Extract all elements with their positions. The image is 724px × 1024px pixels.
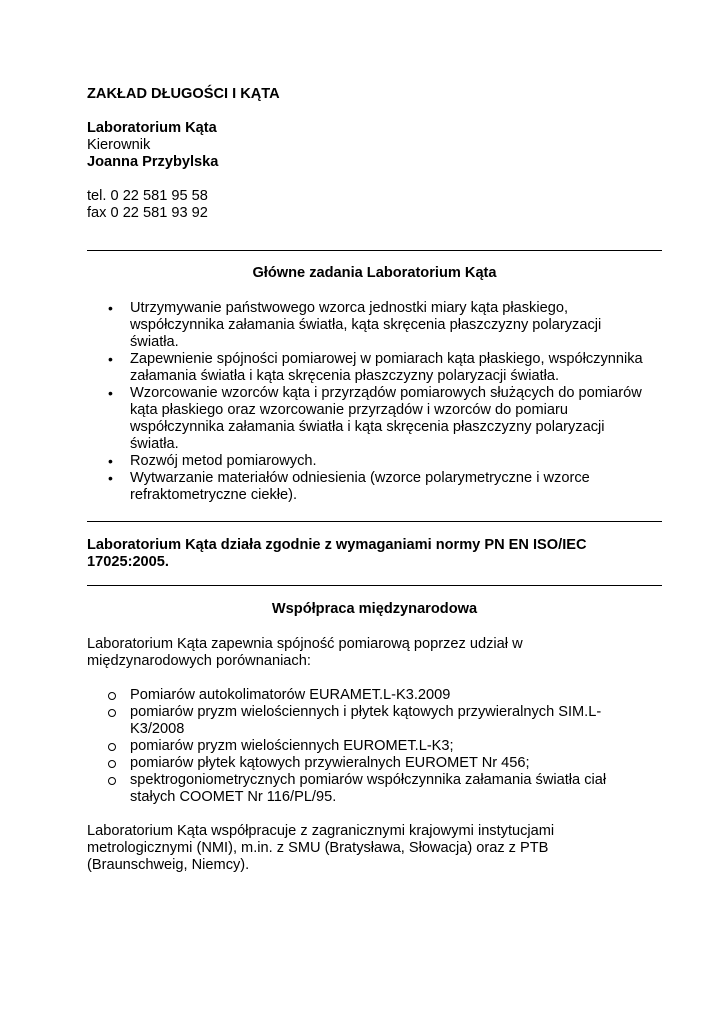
comparison-text: spektrogoniometrycznych pomiarów współczynnika załamania światła ciał stałych COOMET Nr 116/PL/95. <box>130 772 607 805</box>
list-item <box>108 470 650 504</box>
list-item <box>108 351 650 385</box>
bullet-icon: • <box>108 351 113 367</box>
list-item <box>130 687 650 704</box>
circle-bullet-icon <box>108 709 116 717</box>
comparisons-list <box>87 687 650 806</box>
task-text: Wzorcowanie wzorców kąta i przyrządów pomiarowych służących do pomiarów kąta płaskiego oraz wzorcowanie przyrządów i wzorców do pomiaru współczynnika załamania światła i kąta skręcenia płaszczyzny polaryzacji światła. <box>130 385 642 452</box>
list-item <box>108 453 650 470</box>
lab-name: Laboratorium Kąta <box>87 120 217 136</box>
list-item <box>130 704 650 738</box>
tasks-title: Główne zadania Laboratorium Kąta <box>252 265 497 281</box>
bullet-icon: • <box>108 300 113 316</box>
circle-bullet-icon <box>108 777 116 785</box>
accreditation-statement: Laboratorium Kąta działa zgodnie z wymaganiami normy PN EN ISO/IEC 17025:2005. <box>87 537 587 570</box>
comparison-text: pomiarów pryzm wielościennych i płytek kątowych przywieralnych SIM.L-K3/2008 <box>130 704 602 737</box>
manager-role: Kierownik <box>87 137 151 153</box>
phone-number: tel. 0 22 581 95 58 <box>87 188 208 204</box>
circle-bullet-icon <box>108 692 116 700</box>
list-item <box>130 755 650 772</box>
tasks-list <box>87 300 650 504</box>
list-item <box>130 772 650 806</box>
cooperation-intro: Laboratorium Kąta zapewnia spójność pomiarową poprzez udział w międzynarodowych porównaniach: <box>87 636 523 669</box>
comparison-text: pomiarów płytek kątowych przywieralnych EUROMET Nr 456; <box>130 755 530 771</box>
cooperation-closing: Laboratorium Kąta współpracuje z zagranicznymi krajowymi instytucjami metrologicznymi (NMI), m.in. z SMU (Bratysława, Słowacja) oraz z PTB (Braunschweig, Niemcy). <box>87 823 555 873</box>
bullet-icon: • <box>108 453 113 469</box>
list-item <box>108 300 650 351</box>
list-item <box>108 385 650 453</box>
manager-name: Joanna Przybylska <box>87 154 219 170</box>
fax-number: fax 0 22 581 93 92 <box>87 205 208 221</box>
comparison-text: pomiarów pryzm wielościennych EUROMET.L-K3; <box>130 738 454 754</box>
cooperation-title: Współpraca międzynarodowa <box>271 601 478 617</box>
circle-bullet-icon <box>108 743 116 751</box>
bullet-icon: • <box>108 385 113 401</box>
circle-bullet-icon <box>108 760 116 768</box>
task-text: Zapewnienie spójności pomiarowej w pomiarach kąta płaskiego, współczynnika załamania światła i kąta skręcenia płaszczyzny polaryzacji światła. <box>130 351 643 384</box>
list-item <box>130 738 650 755</box>
bullet-icon: • <box>108 470 113 486</box>
department-heading: ZAKŁAD DŁUGOŚCI I KĄTA <box>87 86 280 102</box>
comparison-text: Pomiarów autokolimatorów EURAMET.L-K3.2009 <box>130 687 451 703</box>
task-text: Wytwarzanie materiałów odniesienia (wzorce polarymetryczne i wzorce refraktometryczne ciekłe). <box>130 470 590 503</box>
task-text: Rozwój metod pomiarowych. <box>130 453 317 469</box>
task-text: Utrzymywanie państwowego wzorca jednostki miary kąta płaskiego, współczynnika załamania światła, kąta skręcenia płaszczyzny polaryzacji światła. <box>130 300 602 350</box>
document-page <box>87 86 662 874</box>
